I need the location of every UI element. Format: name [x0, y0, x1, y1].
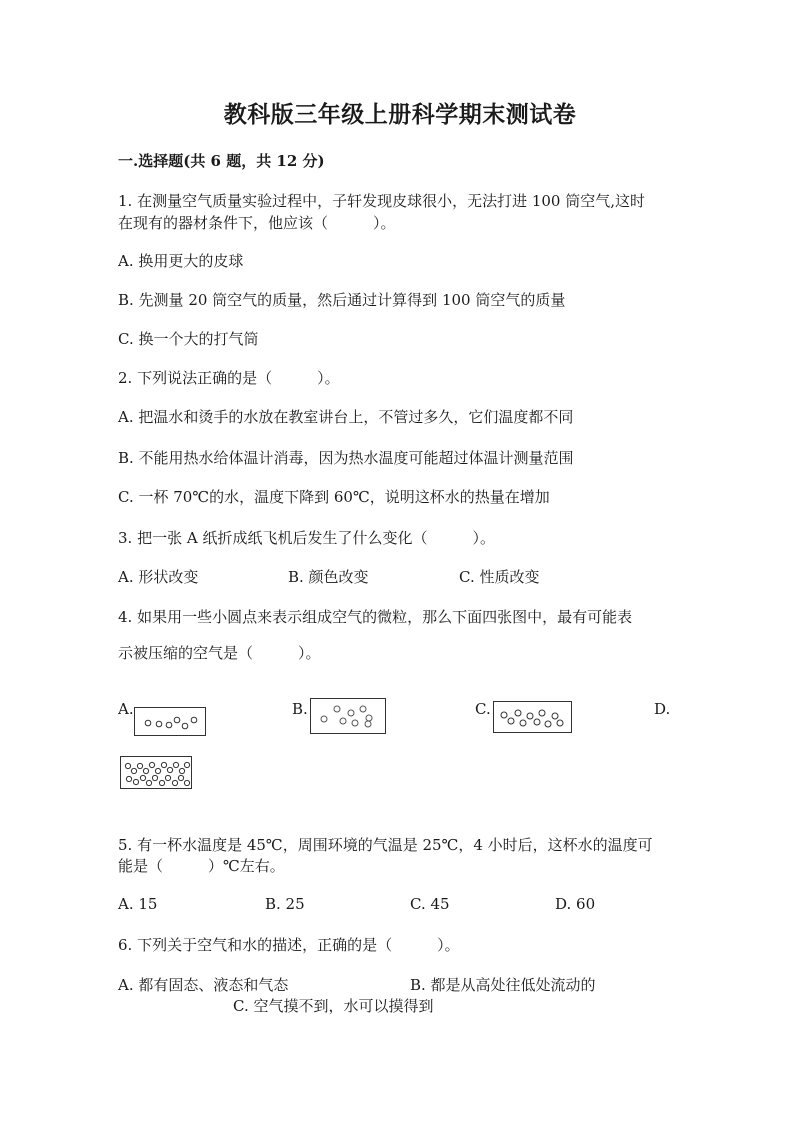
q4-figure-c [493, 701, 572, 733]
q1-option-b: B. 先测量 20 筒空气的质量，然后通过计算得到 100 筒空气的质量 [118, 291, 566, 309]
q4-label-b: B. [292, 700, 308, 718]
q4-stem-line1: 4. 如果用一些小圆点来表示组成空气的微粒，那么下面四张图中，最有可能表 [118, 608, 633, 626]
q6-stem: 6. 下列关于空气和水的描述，正确的是（ ）。 [118, 936, 460, 954]
q3-option-b: B. 颜色改变 [288, 568, 369, 586]
q2-option-b: B. 不能用热水给体温计消毒，因为热水温度可能超过体温计测量范围 [118, 449, 574, 467]
q6-option-c: C. 空气摸不到，水可以摸得到 [233, 997, 434, 1015]
q5-option-b: B. 25 [265, 895, 305, 913]
q5-option-d: D. 60 [555, 895, 596, 913]
q4-figure-a-particles [135, 708, 207, 737]
q5-stem-line2: 能是（ ）℃左右。 [118, 857, 285, 875]
q2-option-a: A. 把温水和烫手的水放在教室讲台上，不管过多久，它们温度都不同 [118, 408, 574, 426]
q1-stem-line2: 在现有的器材条件下，他应该（ ）。 [118, 214, 396, 232]
q1-stem-line1: 1. 在测量空气质量实验过程中，子轩发现皮球很小，无法打进 100 筒空气,这时 [118, 192, 646, 210]
q6-option-b: B. 都是从高处往低处流动的 [410, 976, 596, 994]
q3-stem: 3. 把一张 A 纸折成纸飞机后发生了什么变化（ ）。 [118, 529, 495, 547]
q4-figure-c-particles [494, 702, 573, 734]
q4-label-c: C. [475, 700, 491, 718]
q4-label-a: A. [118, 700, 134, 718]
q1-option-c: C. 换一个大的打气筒 [118, 330, 259, 348]
q3-option-a: A. 形状改变 [118, 568, 199, 586]
q3-option-c: C. 性质改变 [459, 568, 540, 586]
q4-figure-b-particles [311, 699, 387, 735]
q6-option-a: A. 都有固态、液态和气态 [118, 976, 289, 994]
q5-option-a: A. 15 [118, 895, 158, 913]
q4-figure-d [120, 756, 192, 789]
q5-option-c: C. 45 [410, 895, 450, 913]
q5-stem-line1: 5. 有一杯水温度是 45℃，周围环境的气温是 25℃，4 小时后，这杯水的温度可 [118, 836, 653, 854]
q4-figure-a [134, 707, 206, 736]
section-heading: 一.选择题(共 6 题，共 12 分) [118, 152, 325, 170]
q4-figure-b [310, 698, 386, 734]
q2-option-c: C. 一杯 70℃的水，温度下降到 60℃，说明这杯水的热量在增加 [118, 488, 550, 506]
q2-stem: 2. 下列说法正确的是（ ）。 [118, 369, 340, 387]
q4-label-d: D. [654, 700, 671, 718]
page-title: 教科版三年级上册科学期末测试卷 [223, 101, 577, 128]
q4-figure-d-particles [121, 757, 193, 790]
q4-stem-line2: 示被压缩的空气是（ ）。 [118, 644, 321, 662]
q1-option-a: A. 换用更大的皮球 [118, 252, 244, 270]
